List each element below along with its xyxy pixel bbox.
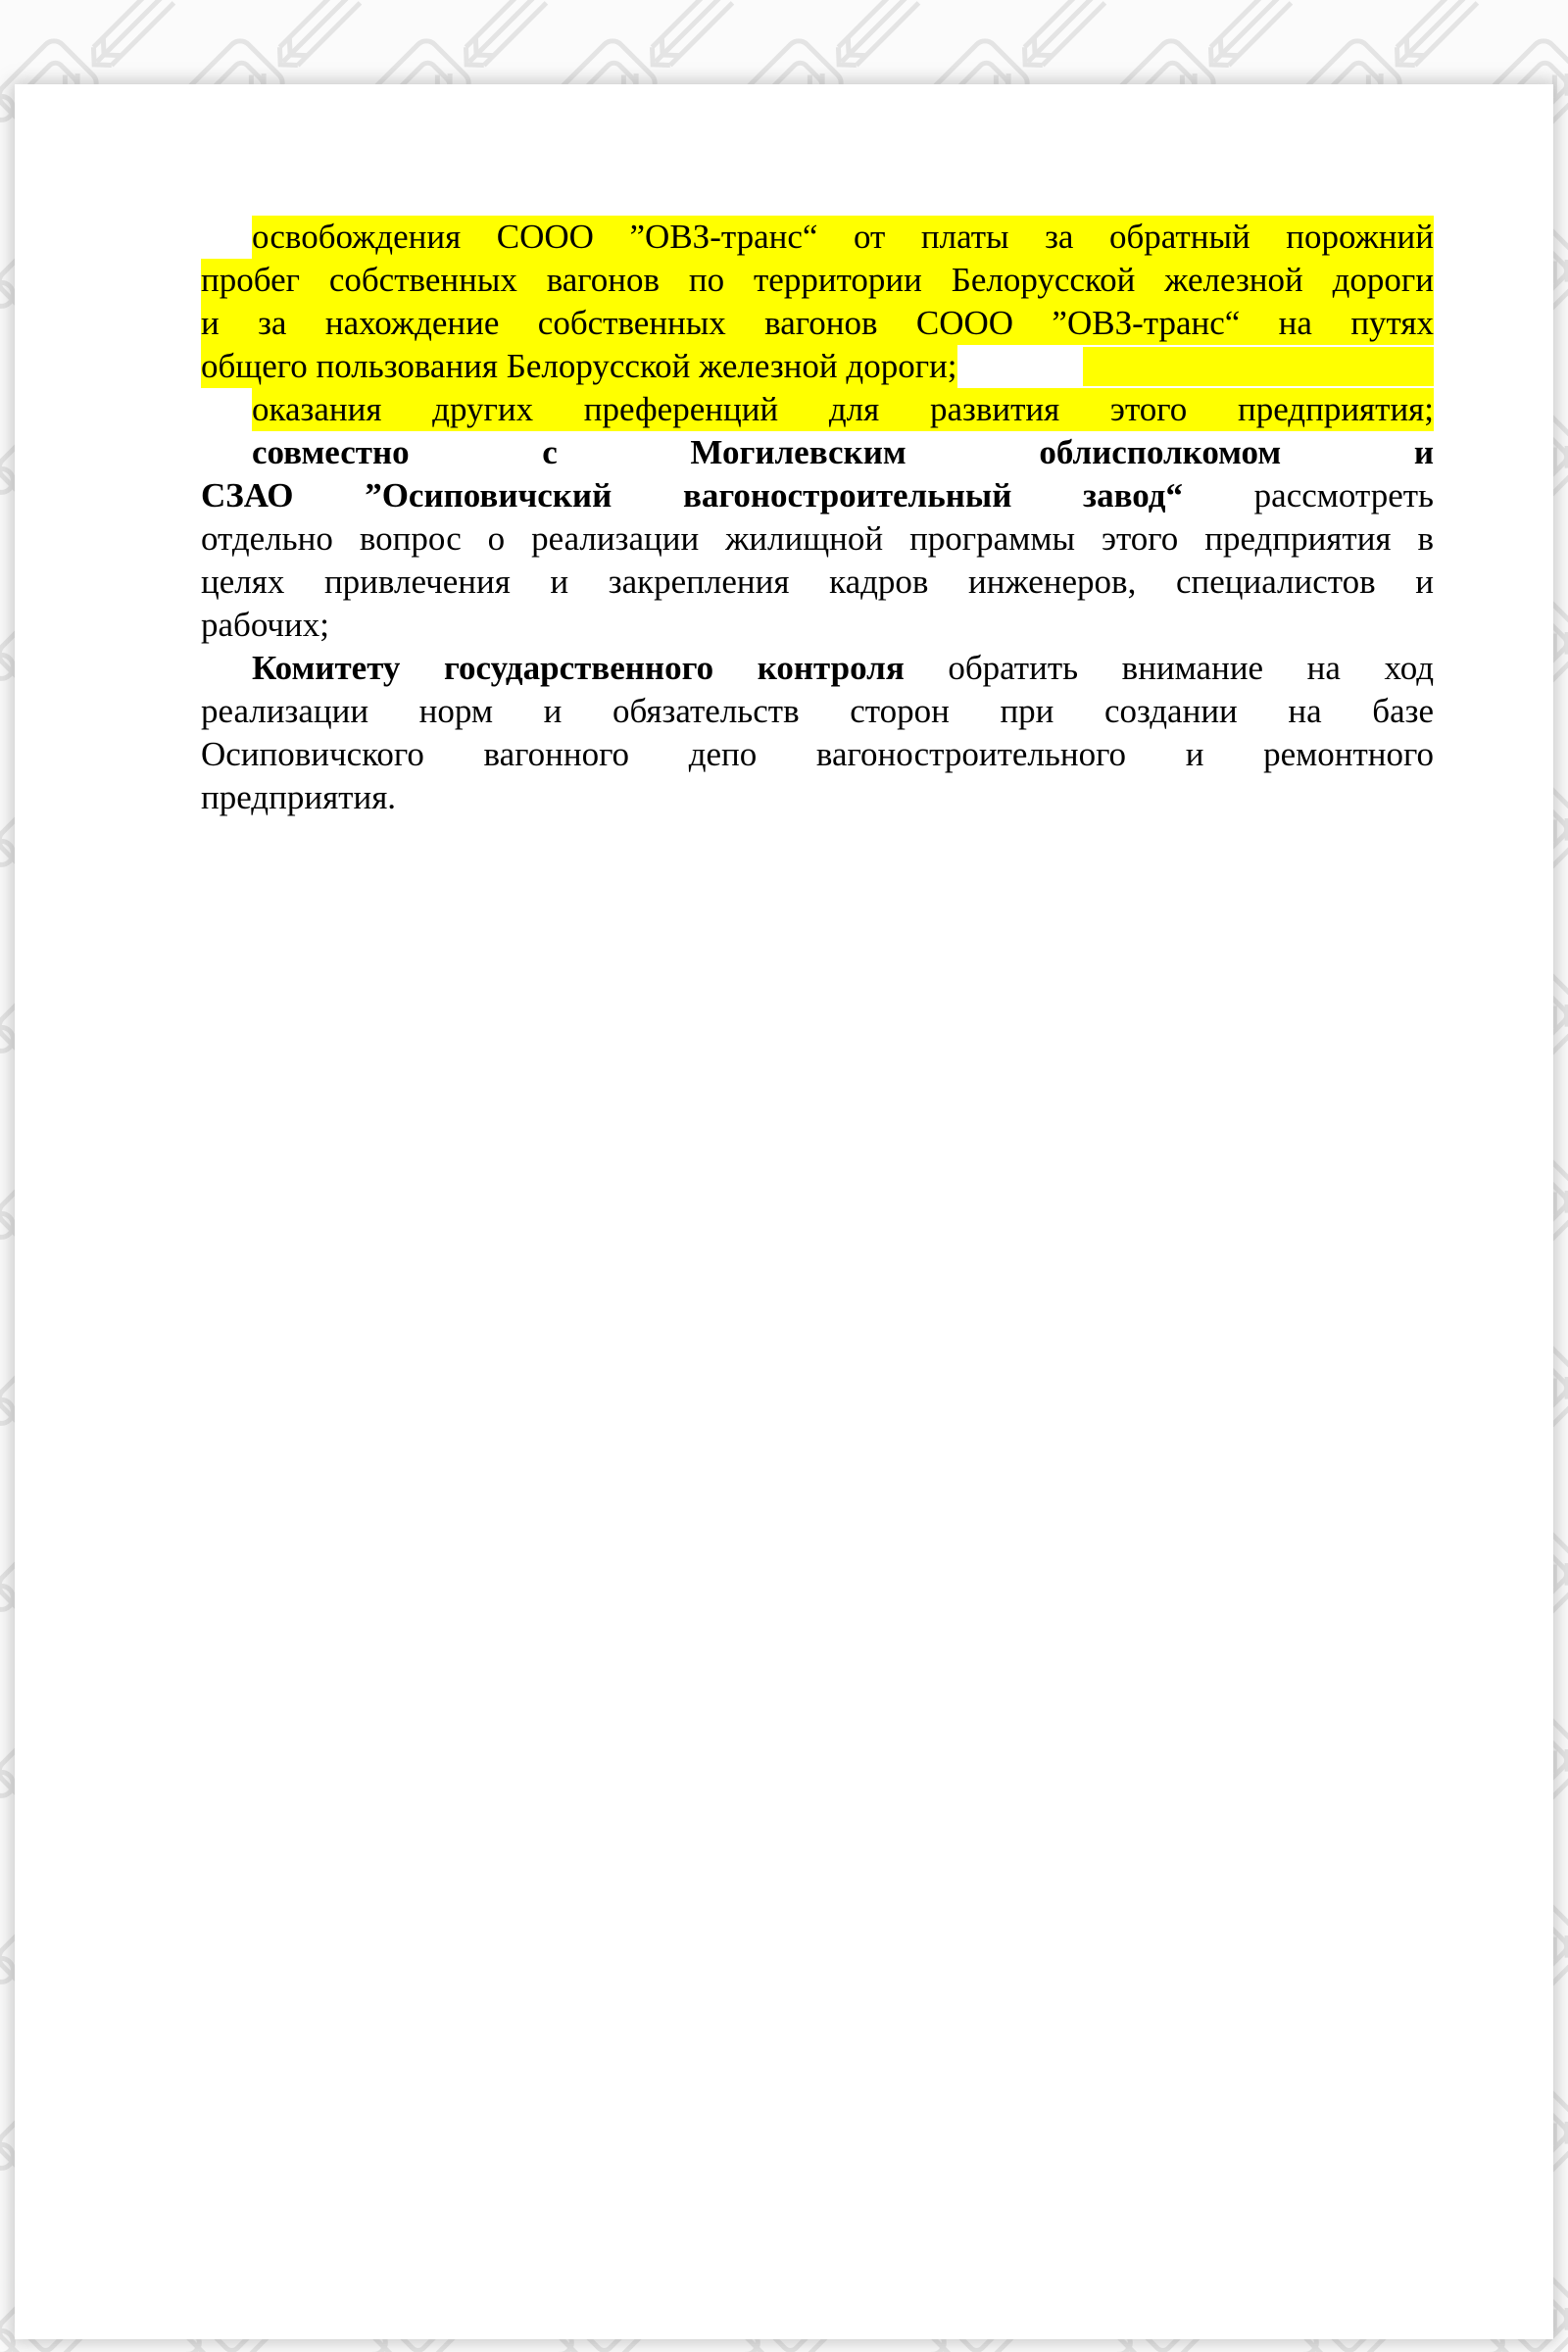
text-line <box>201 517 1434 561</box>
text-line <box>201 259 1434 302</box>
text-segment: пробег собственных вагонов по территории Белорусской железной дороги <box>201 261 1434 299</box>
highlighted-text <box>252 216 1434 259</box>
bold-text-segment: совместно с Могилевским облисполкомом и <box>252 433 1434 471</box>
text-segment: Осиповичского вагонного депо вагоностроительного и ремонтного <box>201 735 1434 773</box>
text-segment: рассмотреть <box>1182 476 1434 514</box>
text-line <box>201 690 1434 733</box>
document-text <box>201 216 1434 819</box>
text-segment: рабочих; <box>201 606 329 644</box>
text-line <box>201 604 1434 647</box>
text-line <box>201 647 1434 690</box>
text-line <box>201 216 1434 259</box>
text-segment: предприятия. <box>201 778 397 816</box>
highlighted-text <box>201 345 957 388</box>
text-segment: освобождения СООО ”ОВЗ-транс“ от платы за обратный порожний <box>252 218 1434 256</box>
text-line <box>201 474 1434 517</box>
text-line <box>201 561 1434 604</box>
highlighted-text <box>252 388 1434 431</box>
text-segment: реализации норм и обязательств сторон при создании на базе <box>201 692 1434 730</box>
text-line <box>201 431 1434 474</box>
text-line <box>201 388 1434 431</box>
highlight-trailing-strip <box>1083 347 1434 386</box>
text-segment: и за нахождение собственных вагонов СООО ”ОВЗ-транс“ на путях <box>201 304 1434 342</box>
bold-text-segment: СЗАО ”Осиповичский вагоностроительный завод“ <box>201 476 1183 514</box>
text-segment: целях привлечения и закрепления кадров инженеров, специалистов и <box>201 563 1434 601</box>
text-segment: оказания других преференций для развития этого предприятия; <box>252 390 1434 428</box>
text-line <box>201 776 1434 819</box>
text-line <box>201 302 1434 345</box>
highlighted-text <box>201 302 1434 345</box>
document-page <box>15 84 1553 2339</box>
bold-text-segment: Комитету государственного контроля <box>252 649 905 687</box>
text-line <box>201 345 1434 388</box>
text-segment: обратить внимание на ход <box>904 649 1434 687</box>
text-segment: отдельно вопрос о реализации жилищной программы этого предприятия в <box>201 519 1434 558</box>
highlighted-text <box>201 259 1434 302</box>
text-line <box>201 733 1434 776</box>
text-segment: общего пользования Белорусской железной дороги; <box>201 347 957 385</box>
